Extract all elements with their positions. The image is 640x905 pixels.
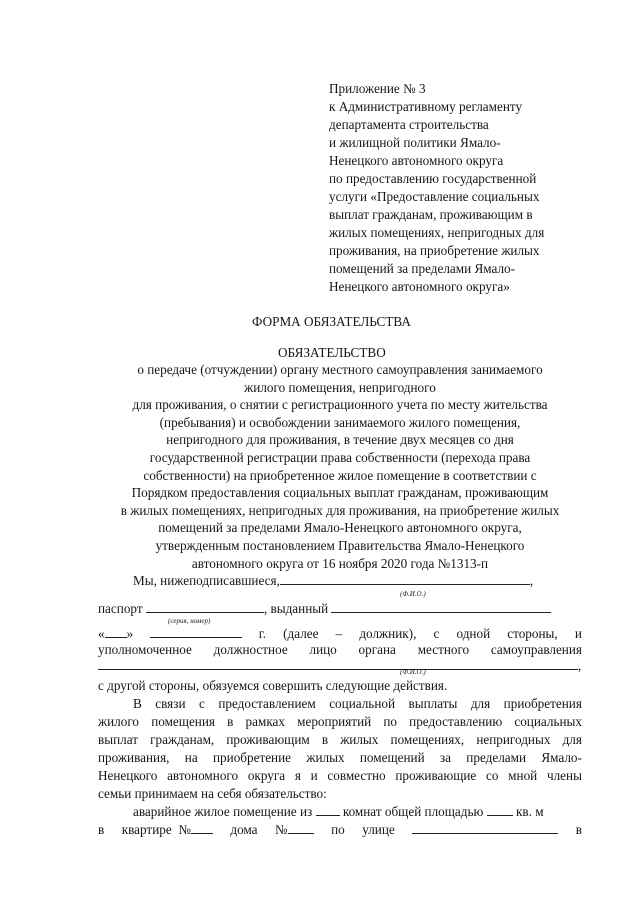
undersigned-fio-field[interactable]	[280, 572, 530, 585]
obligation-line: в жилых помещениях, непригодных для проживания, на приобретение жилых	[120, 502, 560, 518]
passport-number-field[interactable]	[146, 600, 264, 613]
obligation-line: непригодного для проживания, в течение двух месяцев со дня	[166, 432, 514, 448]
issued-label: , выданный	[263, 601, 329, 616]
sqm-label: кв. м	[515, 804, 544, 819]
passport-line	[98, 600, 551, 618]
word: Ненецкого	[98, 768, 158, 783]
official-word: уполномоченное	[98, 642, 192, 657]
word: в	[227, 714, 234, 729]
appendix-line: и жилищной политики Ямало-	[329, 135, 501, 150]
street-label: улице	[362, 822, 395, 837]
word: Ямало-	[541, 750, 582, 765]
on-label: по	[331, 822, 345, 837]
obligation-line: для проживания, о снятии с регистрационного учета по месту жительства	[132, 397, 548, 413]
appendix-block	[329, 80, 629, 296]
debtor-word: с	[433, 626, 440, 641]
house-label: дома	[230, 822, 258, 837]
passport-caption: (серия, номер)	[168, 617, 211, 625]
word: мероприятий	[297, 714, 372, 729]
appendix-line: услуги «Предоставление социальных	[329, 189, 540, 204]
appendix-line: Ненецкого автономного округа»	[329, 279, 510, 294]
appendix-line: Ненецкого автономного округа	[329, 153, 504, 168]
word: предоставлением	[218, 696, 316, 711]
undersigned-label: Мы, нижеподписавшиеся,	[133, 573, 280, 588]
paragraph-last-line: семьи принимаем на себя обязательство:	[98, 786, 327, 801]
word: связи	[155, 696, 186, 711]
obligation-line: автономного округа от 16 ноября 2020 года №1313-п	[191, 555, 489, 571]
rooms-count-field[interactable]	[316, 803, 340, 816]
word: помещения	[151, 714, 215, 729]
obligation-line: Порядком предоставления социальных выплат гражданам, проживающим	[131, 485, 549, 501]
rooms-label: комнат общей площадью	[342, 804, 484, 819]
obligation-line: жилого помещения, непригодного	[244, 379, 436, 395]
word: проживающие	[395, 768, 477, 783]
obligation-line: о передаче (отчуждении) органу местного самоуправления занимаемого	[137, 362, 543, 377]
fio-caption: (Ф.И.О.)	[400, 590, 426, 598]
undersigned-line: Мы, нижеподписавшиеся, ,	[133, 573, 534, 588]
word: В	[133, 696, 142, 711]
appendix-line: департамента строительства	[329, 117, 489, 132]
word: приобретение	[212, 750, 292, 765]
appendix-line: проживания, на приобретение жилых	[329, 243, 540, 258]
passport-issuer-field[interactable]	[331, 600, 551, 613]
word: проживающим	[226, 732, 310, 747]
paragraph-line	[98, 713, 582, 731]
word: округа	[247, 768, 286, 783]
paragraph-line	[98, 767, 582, 785]
paragraph-line	[98, 749, 582, 767]
area-field[interactable]	[487, 803, 513, 816]
word: я	[294, 768, 301, 783]
word: помещений	[359, 750, 425, 765]
date-month-year-field[interactable]	[150, 625, 242, 638]
house-number-field[interactable]	[288, 821, 314, 834]
obligation-line: утвержденным постановлением Правительства Ямало-Ненецкого	[155, 537, 525, 553]
debtor-word: (далее	[283, 626, 319, 641]
word: пределами	[466, 750, 527, 765]
debtor-word: должник),	[359, 626, 417, 641]
word: совместно	[327, 768, 386, 783]
word: для	[562, 732, 582, 747]
word: предоставлению	[409, 714, 503, 729]
official-word: должностное	[213, 642, 288, 657]
apartment-group	[122, 821, 213, 839]
appendix-line: по предоставлению государственной	[329, 171, 537, 186]
word: проживания,	[98, 750, 170, 765]
word: на	[184, 750, 198, 765]
street-field[interactable]	[412, 821, 558, 834]
in-label: в	[98, 822, 105, 837]
official-word: лицо	[309, 642, 337, 657]
date-quote-open: «	[98, 626, 105, 641]
word: жилых	[306, 750, 345, 765]
passport-label: паспорт	[98, 601, 143, 616]
word: с	[198, 696, 205, 711]
obligation-line: помещений за пределами Ямало-Ненецкого автономного округа,	[158, 520, 522, 536]
official-word: местного	[417, 642, 470, 657]
obligation-title: ОБЯЗАТЕЛЬСТВО	[278, 345, 386, 360]
appendix-line: жилых помещениях, непригодных для	[329, 225, 545, 240]
apartment-no-label: №	[178, 822, 191, 837]
fio-caption-2: (Ф.И.О.)	[400, 668, 426, 676]
word: автономного	[167, 768, 239, 783]
paragraph-line	[133, 695, 582, 713]
official-word: самоуправления	[490, 642, 582, 657]
year-abbr: г.	[258, 626, 267, 641]
debtor-word: одной	[456, 626, 491, 641]
official-word: органа	[358, 642, 396, 657]
appendix-line: к Административному регламенту	[329, 99, 523, 114]
word: в	[321, 732, 329, 747]
obligation-description	[100, 361, 580, 572]
word: и	[310, 768, 318, 783]
emergency-label: аварийное жилое помещение из	[133, 804, 313, 819]
debtor-word: –	[335, 626, 343, 641]
apartment-label: квартире	[121, 822, 172, 837]
debtor-word: и	[574, 626, 582, 641]
house-no-group	[275, 821, 314, 839]
word: члены	[546, 768, 582, 783]
word: гражданам,	[150, 732, 215, 747]
address-line	[98, 821, 582, 839]
word: социальной	[329, 696, 396, 711]
paragraph-line	[98, 731, 582, 749]
debtor-word: стороны,	[507, 626, 558, 641]
word: жилого	[98, 714, 140, 729]
word: по	[383, 714, 397, 729]
in-end-label: в	[575, 822, 582, 837]
word: рамках	[245, 714, 285, 729]
date-quote-close: »	[126, 626, 134, 641]
apartment-number-field[interactable]	[191, 821, 213, 834]
appendix-line: помещений за пределами Ямало-	[329, 261, 516, 276]
word: за	[439, 750, 451, 765]
obligation-line: (пребывания) и освобождении занимаемого жилого помещения,	[159, 414, 521, 430]
other-side-text: с другой стороны, обязуемся совершить следующие действия.	[98, 678, 448, 693]
word: социальных	[514, 714, 582, 729]
form-title: ФОРМА ОБЯЗАТЕЛЬСТВА	[252, 314, 411, 329]
word: выплаты	[408, 696, 458, 711]
appendix-line: выплат гражданам, проживающим в	[329, 207, 533, 222]
obligation-line: государственной регистрации права собственности (перехода права	[149, 449, 531, 465]
official-fio-field[interactable]	[98, 661, 578, 670]
word: непригодных	[476, 732, 551, 747]
date-day-field[interactable]	[105, 625, 127, 638]
word: со	[486, 768, 499, 783]
official-fio-line: ,	[98, 657, 581, 675]
word: для	[470, 696, 491, 711]
appendix-line: Приложение № 3	[329, 81, 426, 96]
emergency-line	[133, 803, 544, 821]
word: жилых	[340, 732, 379, 747]
word: мной	[508, 768, 538, 783]
obligation-line: собственности) на приобретенное жилое помещение в соответствии с	[143, 467, 537, 483]
word: помещениях,	[390, 732, 465, 747]
word: выплат	[98, 732, 139, 747]
house-no-label: №	[275, 822, 288, 837]
word: приобретения	[503, 696, 582, 711]
